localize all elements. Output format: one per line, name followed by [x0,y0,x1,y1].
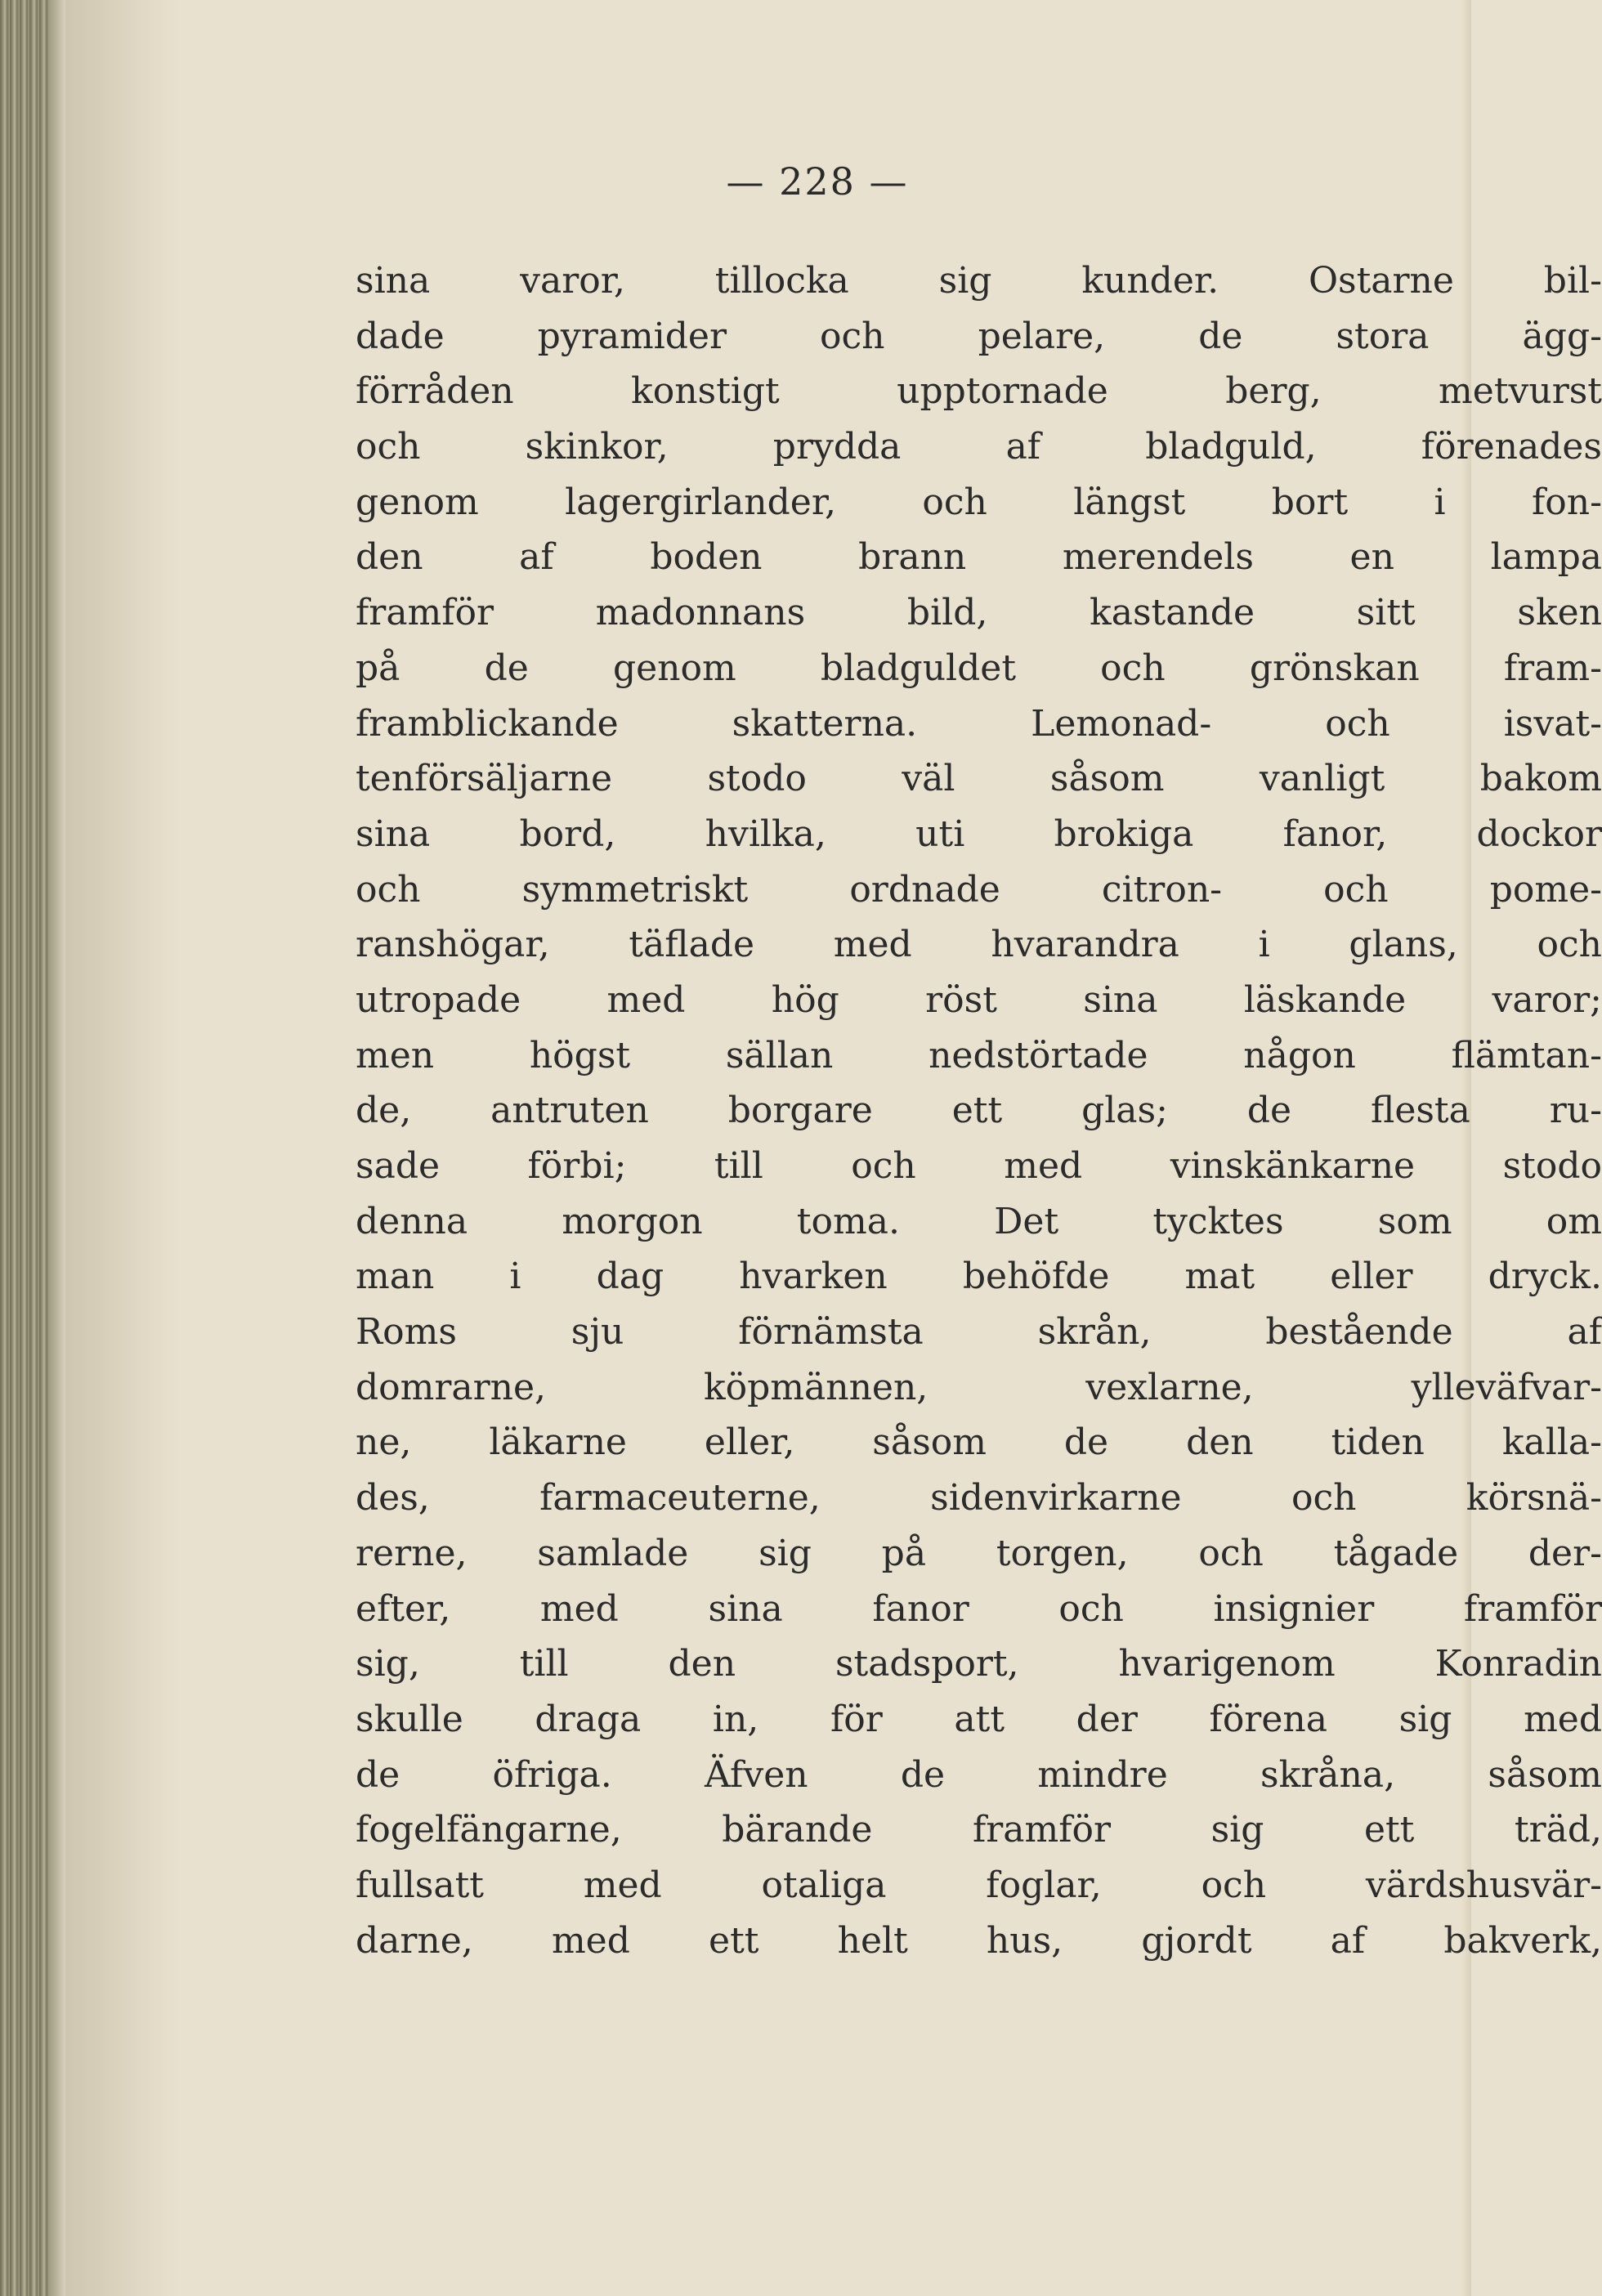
text-line: tenförsäljarne stodo väl såsom vanligt bakom [356,758,1602,800]
text-line: men högst sällan nedstörtade någon flämtan- [356,1034,1602,1076]
gutter-edge [49,0,65,2296]
text-line: utropade med hög röst sina läskande varor; [356,978,1602,1021]
text-line: ne, läkarne eller, såsom de den tiden kalla- [356,1421,1602,1464]
text-line: de, antruten borgare ett glas; de flesta ru- [356,1090,1602,1132]
text-line: fogelfängarne, bärande framför sig ett träd, [356,1809,1602,1851]
text-line: på de genom bladguldet och grönskan fram- [356,647,1602,689]
text-line: sina varor, tillocka sig kunder. Ostarne bil- [356,260,1602,302]
text-line: och symmetriskt ordnade citron- och pome- [356,868,1602,911]
text-line: ranshögar, täflade med hvarandra i glans, och [356,924,1602,966]
book-page [180,0,1602,2296]
text-line: denna morgon toma. Det tycktes som om [356,1200,1602,1242]
text-line: rerne, samlade sig på torgen, och tågade der- [356,1532,1602,1574]
text-line: genom lagergirlander, och längst bort i fon- [356,481,1602,523]
text-line: de öfriga. Äfven de mindre skråna, såsom [356,1753,1602,1796]
body-text [356,253,1602,1968]
text-line: Roms sju förnämsta skrån, bestående af [356,1311,1602,1354]
text-line: man i dag hvarken behöfde mat eller dryck. [356,1255,1602,1298]
text-line: fullsatt med otaliga foglar, och värdshusvär- [356,1864,1602,1906]
text-line: efter, med sina fanor och insignier framför [356,1587,1602,1630]
text-line: förråden konstigt upptornade berg, metvurst [356,370,1602,413]
text-line: skulle draga in, för att der förena sig med [356,1698,1602,1740]
text-line: den af boden brann merendels en lampa [356,536,1602,579]
text-line: darne, med ett helt hus, gjordt af bakverk, [356,1919,1602,1962]
book-spine-gutter [0,0,49,2296]
text-line: framför madonnans bild, kastande sitt sken [356,592,1602,634]
text-line: framblickande skatterna. Lemonad- och isvat- [356,702,1602,745]
text-line: sade förbi; till och med vinskänkarne stodo [356,1145,1602,1187]
text-line: dade pyramider och pelare, de stora ägg- [356,315,1602,357]
text-line: och skinkor, prydda af bladguld, förenades [356,426,1602,468]
text-line: domrarne, köpmännen, vexlarne, ylleväfvar- [356,1366,1602,1408]
page-number: — 228 — [726,159,909,204]
text-line: des, farmaceuterne, sidenvirkarne och körsnä- [356,1477,1602,1519]
text-line: sina bord, hvilka, uti brokiga fanor, dockor [356,812,1602,855]
text-line: sig, till den stadsport, hvarigenom Konradin [356,1643,1602,1685]
page-shadow [65,0,180,2296]
